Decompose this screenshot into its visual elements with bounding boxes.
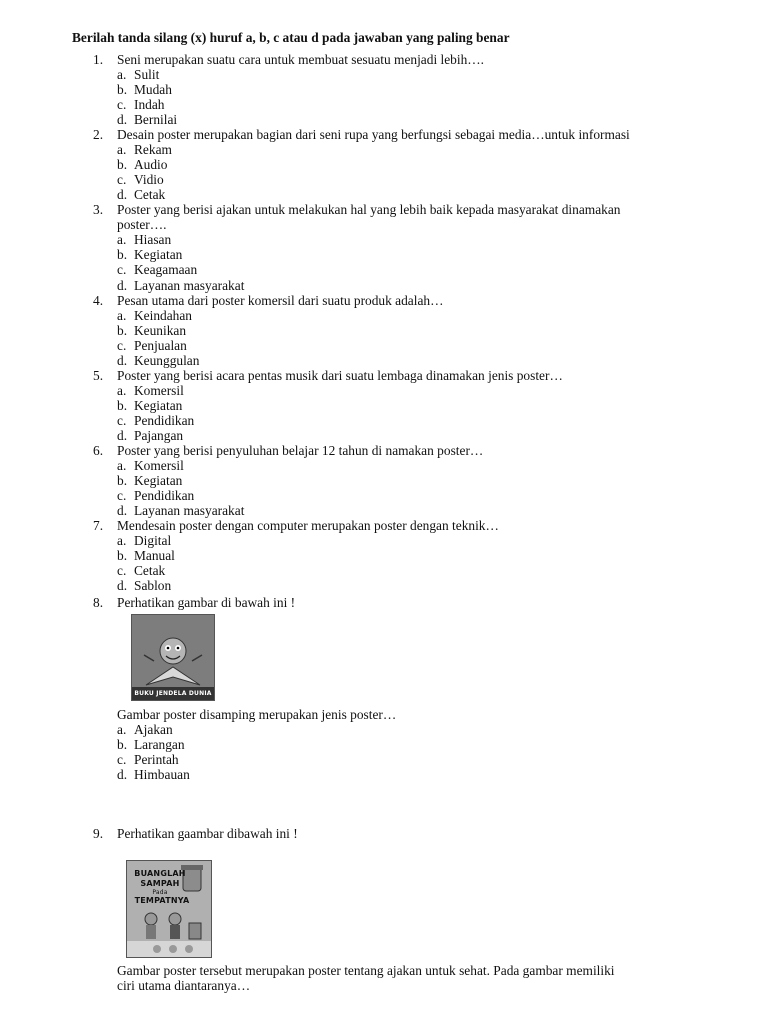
option-text: Cetak [134, 187, 166, 203]
option-text: Pendidikan [134, 488, 195, 504]
option-text: Kegiatan [134, 247, 183, 263]
option-text: Keunikan [134, 323, 187, 339]
question-number: 5. [93, 368, 104, 383]
question-number: 1. [93, 52, 104, 67]
option-letter: b. [117, 157, 128, 173]
option-letter: c. [117, 488, 127, 504]
option-text: Kegiatan [134, 473, 183, 489]
option-letter: c. [117, 413, 127, 429]
option-letter: d. [117, 428, 128, 444]
option-letter: c. [117, 97, 127, 113]
option-letter: c. [117, 338, 127, 354]
option-text: Bernilai [134, 112, 178, 128]
option-text: Layanan masyarakat [134, 277, 245, 293]
poster-image-reading [131, 614, 215, 701]
option-text: Hiasan [134, 232, 172, 248]
option-letter: a. [117, 142, 127, 158]
option-letter: a. [117, 383, 127, 399]
question-number: 6. [93, 443, 104, 458]
option-text: Keindahan [134, 308, 193, 324]
question-number: 9. [93, 826, 104, 841]
option-text: Komersil [134, 458, 184, 474]
poster-trash-line2: SAMPAH [140, 879, 180, 888]
option-text: Sulit [134, 67, 160, 83]
option-text: Sablon [134, 578, 172, 594]
option-text: Ajakan [134, 722, 173, 738]
option-letter: a. [117, 308, 127, 324]
question-followup-text: Gambar poster disamping merupakan jenis poster… [117, 707, 397, 722]
question-followup-text: Gambar poster tersebut merupakan poster tentang ajakan untuk sehat. Pada gambar memiliki [117, 963, 615, 978]
option-letter: a. [117, 458, 127, 474]
option-letter: b. [117, 548, 128, 564]
question-followup-text: ciri utama diantaranya… [117, 978, 251, 994]
option-text: Audio [134, 157, 168, 173]
option-letter: a. [117, 722, 127, 738]
question-text: Perhatikan gaambar dibawah ini ! [117, 826, 298, 841]
option-text: Digital [134, 533, 172, 549]
question-text: Poster yang berisi ajakan untuk melakukan hal yang lebih baik kepada masyarakat dinamakan [117, 202, 621, 217]
option-letter: d. [117, 187, 128, 203]
poster-image-trash [126, 860, 212, 958]
question-text: Desain poster merupakan bagian dari seni rupa yang berfungsi sebagai media…untuk informasi [117, 127, 630, 142]
option-text: Komersil [134, 383, 184, 399]
option-text: Pendidikan [134, 413, 195, 429]
option-text: Keagamaan [134, 262, 198, 278]
option-letter: b. [117, 82, 128, 98]
poster-trash-line3: Pada [152, 889, 168, 896]
poster-trash-line4: TEMPATNYA [134, 896, 190, 905]
option-text: Cetak [134, 563, 166, 579]
option-letter: d. [117, 277, 128, 293]
option-text: Manual [134, 548, 175, 564]
option-letter: d. [117, 503, 128, 519]
question-number: 2. [93, 127, 104, 142]
question-number: 8. [93, 595, 104, 610]
book-character-illustration [132, 615, 214, 700]
option-letter: c. [117, 262, 127, 278]
option-text: Himbauan [134, 767, 190, 783]
option-letter: d. [117, 353, 128, 369]
option-text: Kegiatan [134, 398, 183, 414]
option-text: Indah [134, 97, 165, 113]
option-letter: a. [117, 67, 127, 83]
question-number: 4. [93, 293, 104, 308]
option-text: Larangan [134, 737, 185, 753]
option-text: Keunggulan [134, 353, 200, 369]
option-letter: d. [117, 578, 128, 594]
option-letter: c. [117, 563, 127, 579]
question-text: Poster yang berisi acara pentas musik dari suatu lembaga dinamakan jenis poster… [117, 368, 563, 383]
option-letter: b. [117, 737, 128, 753]
option-letter: b. [117, 247, 128, 263]
option-letter: a. [117, 533, 127, 549]
question-text: Seni merupakan suatu cara untuk membuat sesuatu menjadi lebih…. [117, 52, 485, 67]
question-text: Poster yang berisi penyuluhan belajar 12 tahun di namakan poster… [117, 443, 484, 458]
option-letter: b. [117, 473, 128, 489]
option-text: Penjualan [134, 338, 187, 354]
question-text: Mendesain poster dengan computer merupakan poster dengan teknik… [117, 518, 499, 533]
question-number: 3. [93, 202, 104, 217]
option-letter: c. [117, 172, 127, 188]
option-text: Layanan masyarakat [134, 503, 245, 519]
question-number: 7. [93, 518, 104, 533]
option-letter: a. [117, 232, 127, 248]
option-text: Pajangan [134, 428, 184, 444]
option-letter: d. [117, 112, 128, 128]
option-letter: d. [117, 767, 128, 783]
option-text: Perintah [134, 752, 179, 768]
question-text: Perhatikan gambar di bawah ini ! [117, 595, 296, 610]
option-letter: b. [117, 323, 128, 339]
instruction-heading: Berilah tanda silang (x) huruf a, b, c atau d pada jawaban yang paling benar [72, 30, 510, 45]
option-letter: b. [117, 398, 128, 414]
option-text: Mudah [134, 82, 172, 98]
poster-trash-line1: BUANGLAH [134, 869, 186, 878]
question-text: poster…. [117, 217, 167, 233]
option-text: Vidio [134, 172, 164, 188]
option-text: Rekam [134, 142, 172, 158]
poster-reading-bottom-text: BUKU JENDELA DUNIA [134, 690, 212, 697]
option-letter: c. [117, 752, 127, 768]
question-text: Pesan utama dari poster komersil dari suatu produk adalah… [117, 293, 444, 308]
